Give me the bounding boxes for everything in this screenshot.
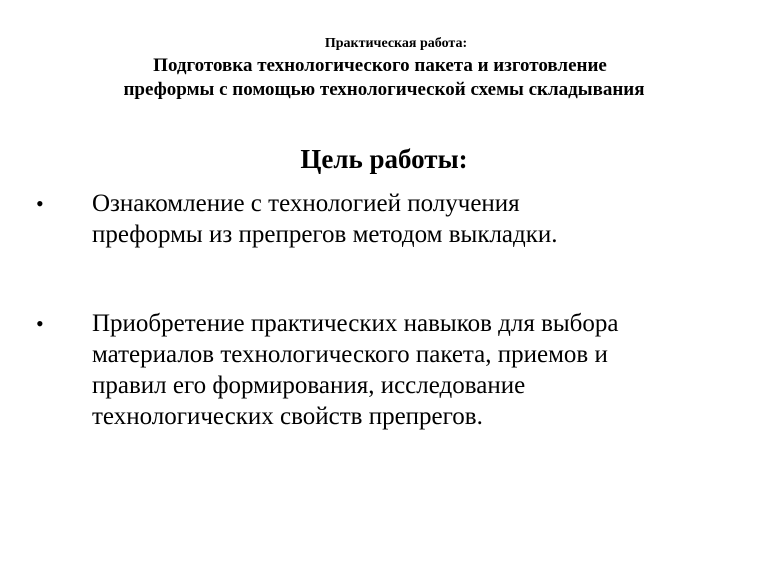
goal-heading: [0, 142, 768, 176]
bullet-text-line: Приобретение практических навыков для выбора: [92, 310, 619, 337]
bullet-item-1: [0, 188, 768, 250]
goal-heading-text: Цель работы:: [300, 144, 468, 174]
slide-header: [0, 34, 768, 102]
bullet-marker-icon: •: [36, 191, 44, 216]
goal-bullet-list: [0, 188, 768, 432]
bullet-text-line: Ознакомление с технологией получения: [92, 190, 520, 217]
bullet-text-line: материалов технологического пакета, приемов и: [92, 341, 608, 368]
slide-title-line-1: Подготовка технологического пакета и изготовление: [153, 55, 607, 76]
slide-title-line-2: преформы с помощью технологической схемы складывания: [123, 79, 645, 100]
slide-subtitle: Практическая работа:: [324, 36, 468, 51]
bullet-item-2: [0, 308, 768, 432]
bullet-text-line: технологических свойств препрегов.: [92, 403, 483, 430]
bullet-text-line: преформы из препрегов методом выкладки.: [92, 221, 558, 248]
bullet-marker-icon: •: [36, 311, 44, 336]
bullet-text-line: правил его формирования, исследование: [92, 372, 526, 399]
